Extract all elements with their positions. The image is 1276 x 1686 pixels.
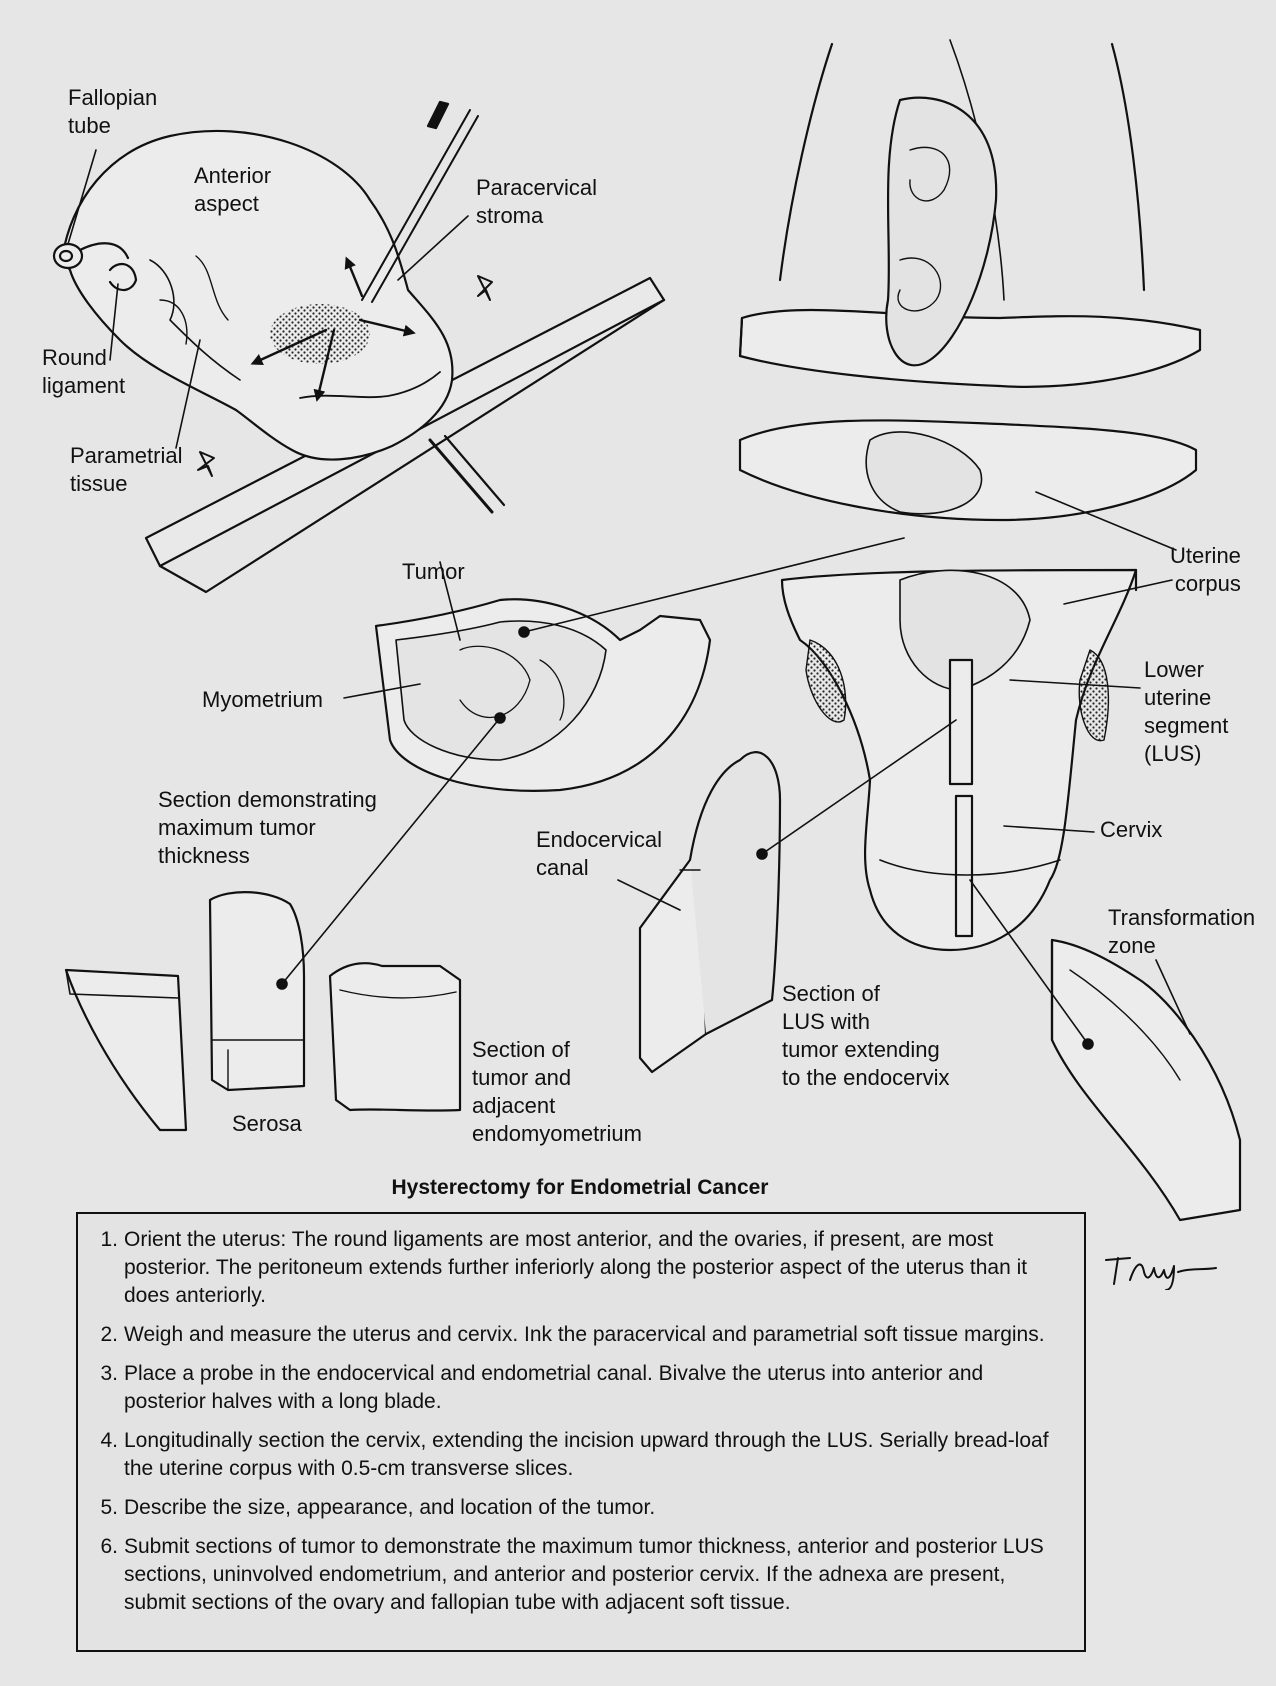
myometrium-label: Myometrium xyxy=(202,687,324,712)
bottom-left-sections-drawing xyxy=(66,892,460,1130)
list-item xyxy=(86,1226,1064,1310)
instructions-box xyxy=(76,1212,1086,1652)
transformation-zone-label: Transformation zone xyxy=(1108,905,1256,958)
list-item xyxy=(86,1321,1064,1349)
list-item xyxy=(86,1533,1064,1617)
lower-uterine-segment-label: Lower uterine segment (LUS) xyxy=(1144,657,1229,766)
figure-title: Hysterectomy for Endometrial Cancer xyxy=(391,1176,769,1199)
serosa-label: Serosa xyxy=(232,1111,302,1136)
cervix-label: Cervix xyxy=(1100,817,1163,842)
anterior-aspect-label: Anterior aspect xyxy=(194,163,272,216)
fallopian-tube-label: Fallopian tube xyxy=(68,85,158,138)
step-number: 6. xyxy=(100,1535,118,1558)
step-text: Orient the uterus: The round ligaments are most anterior, and the ovaries, if present, are most posterior. The peritoneum extends further inferiorly along the posterior aspect of the uterus than it does anteriorly. xyxy=(124,1228,1028,1307)
list-item xyxy=(86,1494,1064,1522)
step-number: 5. xyxy=(100,1496,118,1519)
section-max-thickness-label: Section demonstrating maximum tumor thickness xyxy=(158,787,377,868)
section-lus-label: Section of LUS with tumor extending to the endocervix xyxy=(782,981,950,1090)
step-text: Longitudinally section the cervix, extending the incision upward through the LUS. Serially bread-loaf the uterine corpus with 0.5-cm transverse slices. xyxy=(124,1429,1049,1480)
step-number: 1. xyxy=(100,1228,118,1251)
artist-signature xyxy=(1100,1250,1220,1290)
step-text: Submit sections of tumor to demonstrate the maximum tumor thickness, anterior and posterior LUS sections, uninvolved endometrium, and anterior and posterior cervix. If the adnexa are present, submit sections of the ovary and fallopian tube with adjacent soft tissue. xyxy=(124,1535,1044,1614)
paracervical-stroma-label: Paracervical stroma xyxy=(476,175,598,228)
list-item xyxy=(86,1427,1064,1483)
step-number: 3. xyxy=(100,1362,118,1385)
bivalved-uterus-drawing xyxy=(740,40,1200,950)
step-number: 4. xyxy=(100,1429,118,1452)
endocervical-canal-label: Endocervical canal xyxy=(536,827,662,880)
list-item xyxy=(86,1360,1064,1416)
tumor-label: Tumor xyxy=(402,559,465,584)
step-number: 2. xyxy=(100,1323,118,1346)
steps-list xyxy=(86,1226,1064,1617)
step-text: Place a probe in the endocervical and endometrial canal. Bivalve the uterus into anterior and posterior halves with a long blade. xyxy=(124,1362,984,1413)
round-ligament-label: Round ligament xyxy=(42,345,126,398)
step-text: Weigh and measure the uterus and cervix. Ink the paracervical and parametrial soft tissue margins. xyxy=(124,1323,1045,1346)
parametrial-tissue-label: Parametrial tissue xyxy=(70,443,183,496)
section-tumor-endomyometrium-label: Section of tumor and adjacent endomyometrium xyxy=(472,1037,642,1146)
uterine-corpus-label: Uterine corpus xyxy=(1170,543,1241,596)
step-text: Describe the size, appearance, and location of the tumor. xyxy=(124,1496,656,1519)
endocervical-block-drawing xyxy=(640,752,780,1072)
